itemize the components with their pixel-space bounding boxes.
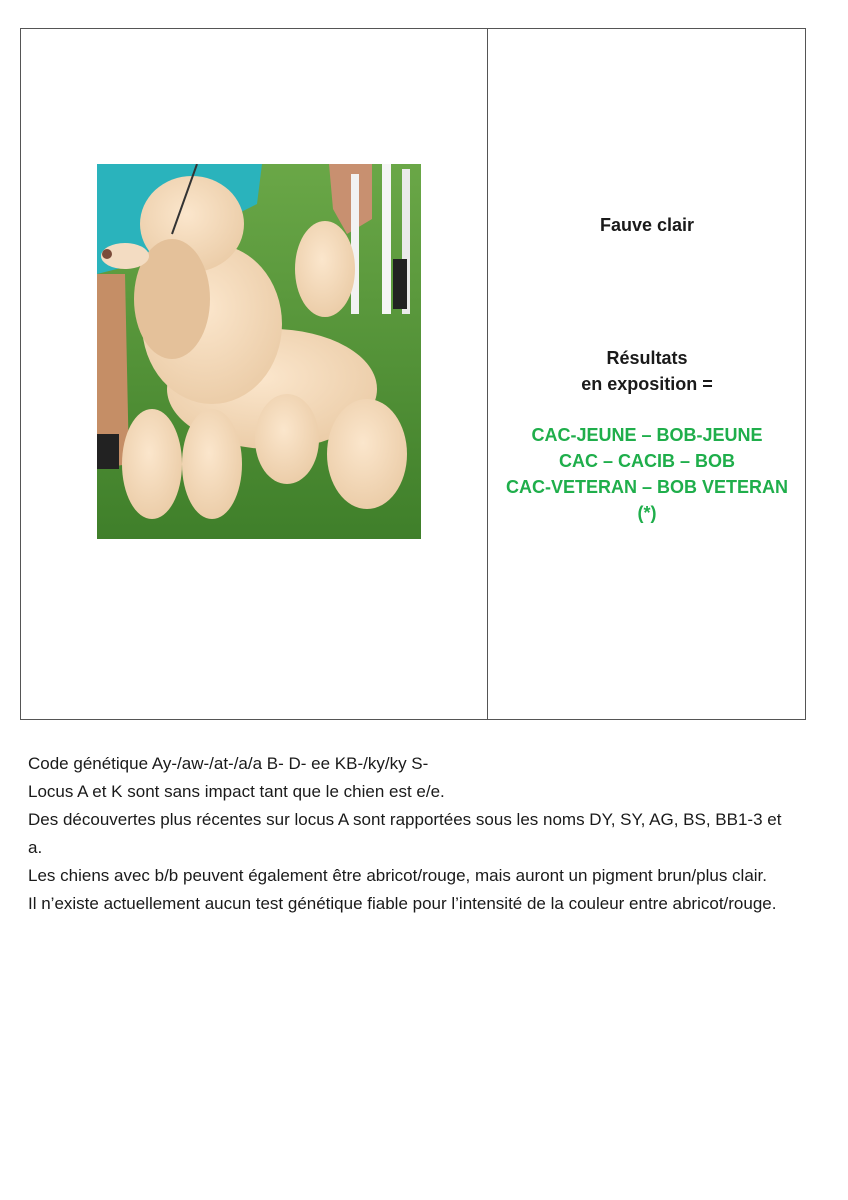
poodle-photo: [97, 164, 421, 539]
note-paragraph: Il n’existe actuellement aucun test génétique fiable pour l’intensité de la couleur entre abricot/rouge.: [28, 894, 777, 913]
award-footnote-marker: (*): [637, 503, 657, 523]
award-line: CAC-VETERAN – BOB VETERAN: [505, 477, 789, 497]
color-name: Fauve clair: [599, 215, 695, 235]
color-table: [20, 28, 806, 720]
results-title-line1: Résultats: [606, 348, 688, 368]
genetics-notes: [28, 750, 798, 918]
results-title: [488, 345, 806, 397]
award-line: CAC-JEUNE – BOB-JEUNE: [531, 425, 763, 445]
results-title-line2: en exposition =: [581, 374, 713, 394]
awards-list: [488, 422, 806, 526]
award-line: CAC – CACIB – BOB: [558, 451, 736, 471]
note-paragraph: Locus A et K sont sans impact tant que le chien est e/e.: [28, 782, 445, 801]
note-paragraph: Des découvertes plus récentes sur locus A sont rapportées sous les noms DY, SY, AG, BS, BB1-3 et a.: [28, 810, 782, 857]
color-info-column: [488, 29, 806, 719]
note-paragraph: Code génétique Ay-/aw-/at-/a/a B- D- ee KB-/ky/ky S-: [28, 754, 429, 773]
note-paragraph: Les chiens avec b/b peuvent également être abricot/rouge, mais auront un pigment brun/plus clair.: [28, 866, 767, 885]
